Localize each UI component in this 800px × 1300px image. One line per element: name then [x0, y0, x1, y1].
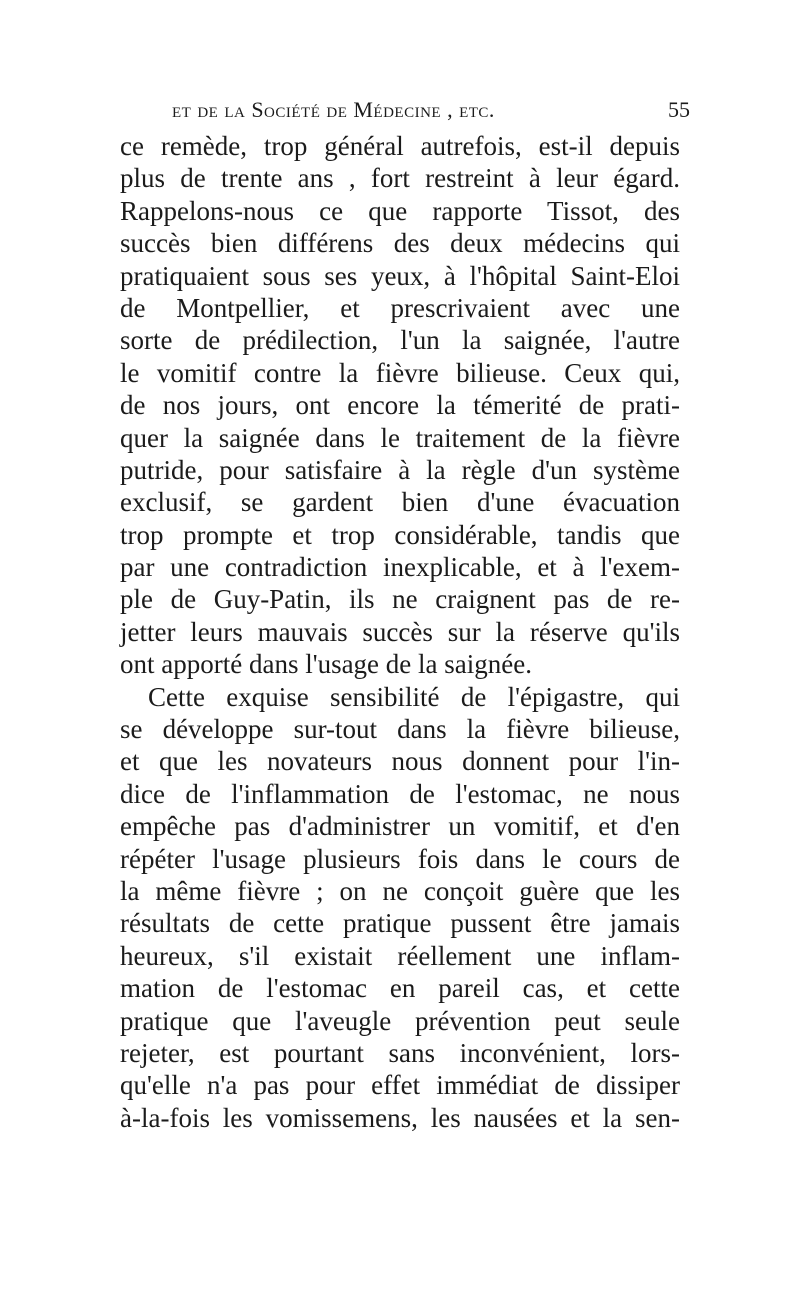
text-line: heureux, s'il existait réellement une inflam- [120, 940, 680, 971]
text-line: se développe sur-tout dans la fièvre bilieuse, [120, 714, 680, 745]
text-line: à-la-fois les vomissemens, les nausées et la sen- [120, 1102, 680, 1133]
text-line: trop prompte et trop considérable, tandis que [120, 519, 680, 550]
running-head-title: et de la Société de Médecine , etc. [172, 97, 495, 122]
text-line: de Montpellier, et prescrivaient avec une [120, 292, 680, 323]
text-line: jetter leurs mauvais succès sur la réserve qu'ils [120, 616, 680, 647]
text-line: dice de l'inflammation de l'estomac, ne nous [120, 778, 680, 809]
text-line: répéter l'usage plusieurs fois dans le cours de [120, 843, 680, 874]
text-line: mation de l'estomac en pareil cas, et cette [120, 973, 680, 1004]
text-line: putride, pour satisfaire à la règle d'un système [120, 454, 680, 485]
text-line: succès bien différens des deux médecins qui [120, 228, 680, 259]
text-line: exclusif, se gardent bien d'une évacuation [120, 487, 680, 518]
page-number: 55 [668, 97, 690, 122]
text-line: le vomitif contre la fièvre bilieuse. Ceux qui, [120, 357, 680, 388]
text-line: pratiquaient sous ses yeux, à l'hôpital Saint-Eloi [120, 260, 680, 291]
text-line: ce remède, trop général autrefois, est-il depuis [120, 131, 680, 161]
text-line: ple de Guy-Patin, ils ne craignent pas de re- [120, 584, 680, 615]
text-line: et que les novateurs nous donnent pour l'in- [120, 746, 680, 777]
text-line: pratique que l'aveugle prévention peut seule [120, 1005, 680, 1036]
body-text [120, 130, 680, 1134]
paragraph-end-line: ont apporté dans l'usage de la saignée. [120, 649, 532, 680]
text-line: plus de trente ans , fort restreint à leur égard. [120, 163, 680, 194]
text-line: quer la saignée dans le traitement de la fièvre [120, 422, 680, 453]
text-line: par une contradiction inexplicable, et à l'exem- [120, 552, 680, 583]
text-line: Rappelons-nous ce que rapporte Tissot, des [120, 195, 680, 226]
text-line: rejeter, est pourtant sans inconvénient, lors- [120, 1037, 680, 1068]
text-line: la même fièvre ; on ne conçoit guère que les [120, 875, 680, 906]
text-line: de nos jours, ont encore la témerité de prati- [120, 390, 680, 421]
paragraph-start-line: Cette exquise sensibilité de l'épigastre, qui [148, 681, 680, 712]
text-line: empêche pas d'administrer un vomitif, et d'en [120, 811, 680, 842]
text-line: qu'elle n'a pas pour effet immédiat de dissiper [120, 1070, 680, 1101]
running-head [118, 97, 690, 127]
text-line: résultats de cette pratique pussent être jamais [120, 908, 680, 939]
text-line: sorte de prédilection, l'un la saignée, l'autre [120, 325, 680, 356]
